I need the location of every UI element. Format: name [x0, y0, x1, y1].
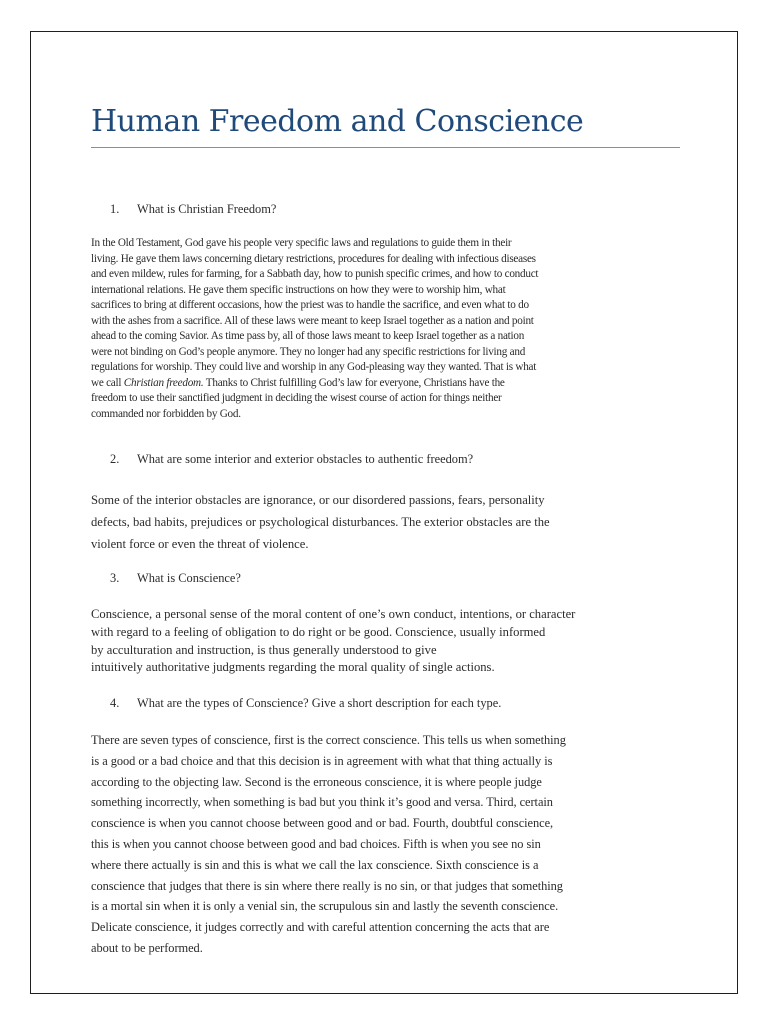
paragraph-line: Delicate conscience, it judges correctly and with careful attention concerning the acts that are — [91, 920, 550, 935]
question-text: What are some interior and exterior obstacles to authentic freedom? — [137, 452, 474, 466]
paragraph-line: ahead to the coming Savior. As time pass by, all of those laws meant to keep Israel together as a nation — [91, 330, 525, 342]
paragraph-line: and even mildew, rules for farming, for a Sabbath day, how to punish specific crimes, and how to conduct — [91, 268, 539, 280]
answer-4-paragraph — [91, 730, 691, 959]
paragraph-line: with the ashes from a sacrifice. All of these laws were meant to keep Israel together as a nation and point — [91, 314, 534, 327]
answer-3-paragraph — [91, 606, 691, 677]
paragraph-line: where there actually is sin and this is what we call the lax conscience. Sixth conscience is a — [91, 857, 539, 872]
paragraph-line: this is when you cannot choose between good and bad choices. Fifth is when you see no sin — [91, 836, 541, 851]
line-text: Thanks to Christ fulfilling God’s law for everyone, Christians have the — [203, 376, 505, 389]
paragraph-line: freedom to use their sanctified judgment in deciding the wisest course of action for things neither — [91, 392, 502, 404]
paragraph-line: conscience that judges that there is sin where there really is no sin, or that judges that something — [91, 878, 563, 893]
paragraph-line: sacrifices to bring at different occasions, how the priest was to handle the sacrifice, and even what to do — [91, 299, 529, 311]
paragraph-line: regulations for worship. They could live and worship in any God-pleasing way they wanted. That is what — [91, 361, 537, 373]
document-page — [30, 31, 738, 994]
question-number: 4. — [110, 696, 120, 710]
answer-2-paragraph — [91, 490, 691, 555]
document-title: Human Freedom and Conscience — [91, 104, 584, 139]
question-number: 3. — [110, 571, 120, 585]
paragraph-line: living. He gave them laws concerning dietary restrictions, procedures for dealing with infectious diseases — [91, 252, 536, 265]
paragraph-line: international relations. He gave them specific instructions on how they were to worship him, what — [91, 283, 506, 296]
question-text: What is Conscience? — [137, 571, 241, 585]
paragraph-line: Conscience, a personal sense of the moral content of one’s own conduct, intentions, or character — [91, 607, 576, 621]
paragraph-line: is a good or a bad choice and that this decision is in agreement with what that thing actually is — [91, 753, 553, 768]
question-text: What is Christian Freedom? — [137, 202, 277, 216]
paragraph-line: conscience is when you cannot choose between good and or bad. Fourth, doubtful conscience, — [91, 816, 554, 831]
italic-term: Christian freedom. — [123, 376, 204, 389]
question-number: 2. — [110, 452, 120, 466]
paragraph-line: by acculturation and instruction, is thus generally understood to give — [91, 642, 437, 657]
question-text: What are the types of Conscience? Give a short description for each type. — [137, 696, 502, 710]
paragraph-line: is a mortal sin when it is only a venial sin, the scrupulous sin and lastly the seventh conscience. — [91, 899, 559, 914]
question-number: 1. — [110, 202, 120, 216]
paragraph-line: defects, bad habits, prejudices or psychological disturbances. The exterior obstacles are the — [91, 514, 550, 529]
paragraph-line: about to be performed. — [91, 940, 203, 955]
paragraph-line: intuitively authoritative judgments regarding the moral quality of single actions. — [91, 660, 495, 675]
paragraph-line: commanded nor forbidden by God. — [91, 407, 241, 420]
paragraph-line: were not binding on God’s people anymore. They no longer had any specific restrictions for living and — [91, 345, 526, 358]
paragraph-line: with regard to a feeling of obligation to do right or be good. Conscience, usually informed — [91, 624, 546, 639]
line-text: we call — [91, 376, 124, 389]
paragraph-line: according to the objecting law. Second is the erroneous conscience, it is where people judge — [91, 774, 542, 789]
paragraph-line: something incorrectly, when something is bad but you think it’s good and versa. Third, certain — [91, 795, 553, 810]
answer-1-paragraph — [91, 236, 691, 422]
paragraph-line: Some of the interior obstacles are ignorance, or our disordered passions, fears, personality — [91, 493, 545, 507]
paragraph-line: In the Old Testament, God gave his people very specific laws and regulations to guide them in their — [91, 237, 512, 249]
title-underline — [91, 147, 680, 148]
paragraph-line: violent force or even the threat of violence. — [91, 536, 309, 551]
paragraph-line: There are seven types of conscience, first is the correct conscience. This tells us when something — [91, 733, 566, 747]
paragraph-line — [91, 376, 691, 392]
